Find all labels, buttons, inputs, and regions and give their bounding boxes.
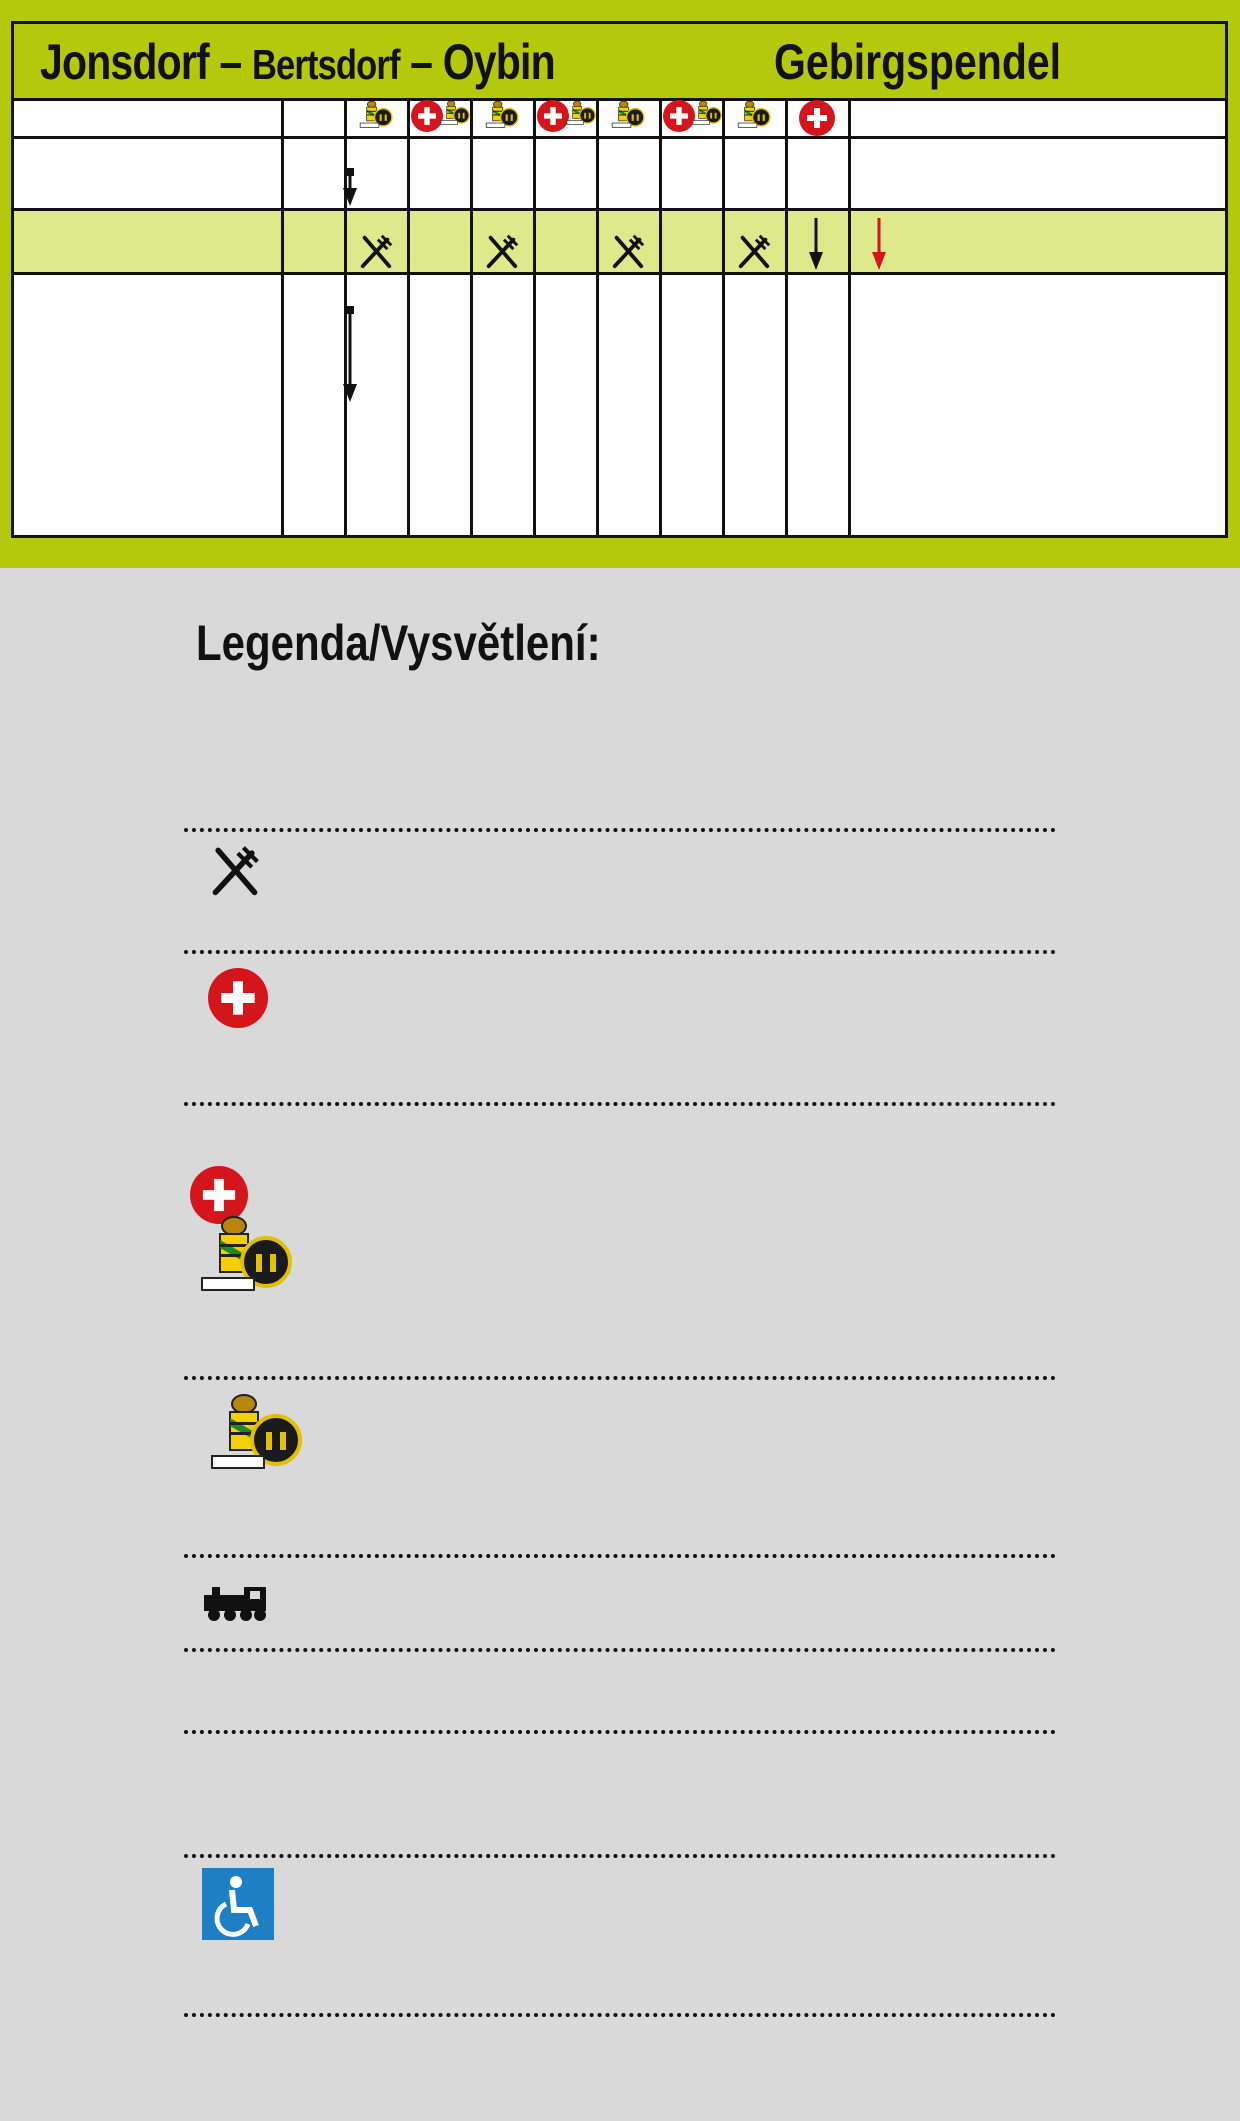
wheelchair-icon [202,1868,274,1940]
direction-arrow [340,168,360,206]
column-divider [470,98,473,535]
weekend-only-icon [208,968,268,1028]
continue-arrow-red [869,218,889,270]
historic-train-icon [610,100,646,130]
historic-train-icon [484,100,520,130]
dining-car-icon [357,232,395,270]
column-divider [785,98,788,535]
historic-train-icon [206,1392,306,1474]
legend-separator [184,1102,1056,1106]
row-divider [14,136,1225,139]
historic-train-icon [196,1214,296,1296]
historic-train-icon [358,100,394,130]
column-divider [281,98,284,535]
legend-heading: Legenda/Vysvětlení: [196,615,601,671]
dining-car-icon [609,232,647,270]
legend-separator [184,1730,1056,1734]
timetable [11,21,1228,538]
direction-arrow [340,306,360,402]
timetable-grid [14,98,1225,535]
historic-train-icon [691,100,723,126]
legend-separator [184,2013,1056,2017]
row-divider [14,272,1225,275]
legend-separator [184,1376,1056,1380]
continue-arrow [806,218,826,270]
column-divider [848,98,851,535]
legend-separator [184,1854,1056,1858]
dining-car-icon [207,842,263,898]
route-title-bar [14,24,1225,101]
row-divider [14,208,1225,211]
legend-separator [184,828,1056,832]
weekend-only-icon [799,100,835,136]
historic-train-icon [736,100,772,130]
historic-train-icon [439,100,471,126]
dining-car-icon [735,232,773,270]
column-divider [722,98,725,535]
dining-car-icon [483,232,521,270]
column-divider [659,98,662,535]
column-divider [407,98,410,535]
legend-separator [184,1554,1056,1558]
historic-train-icon [565,100,597,126]
line-name: Gebirgspendel [774,34,1062,90]
column-divider [596,98,599,535]
legend-separator [184,950,1056,954]
legend-separator [184,1648,1056,1652]
locomotive-icon [202,1583,274,1623]
column-divider [533,98,536,535]
route-title: Jonsdorf – Bertsdorf – Oybin [40,34,555,90]
